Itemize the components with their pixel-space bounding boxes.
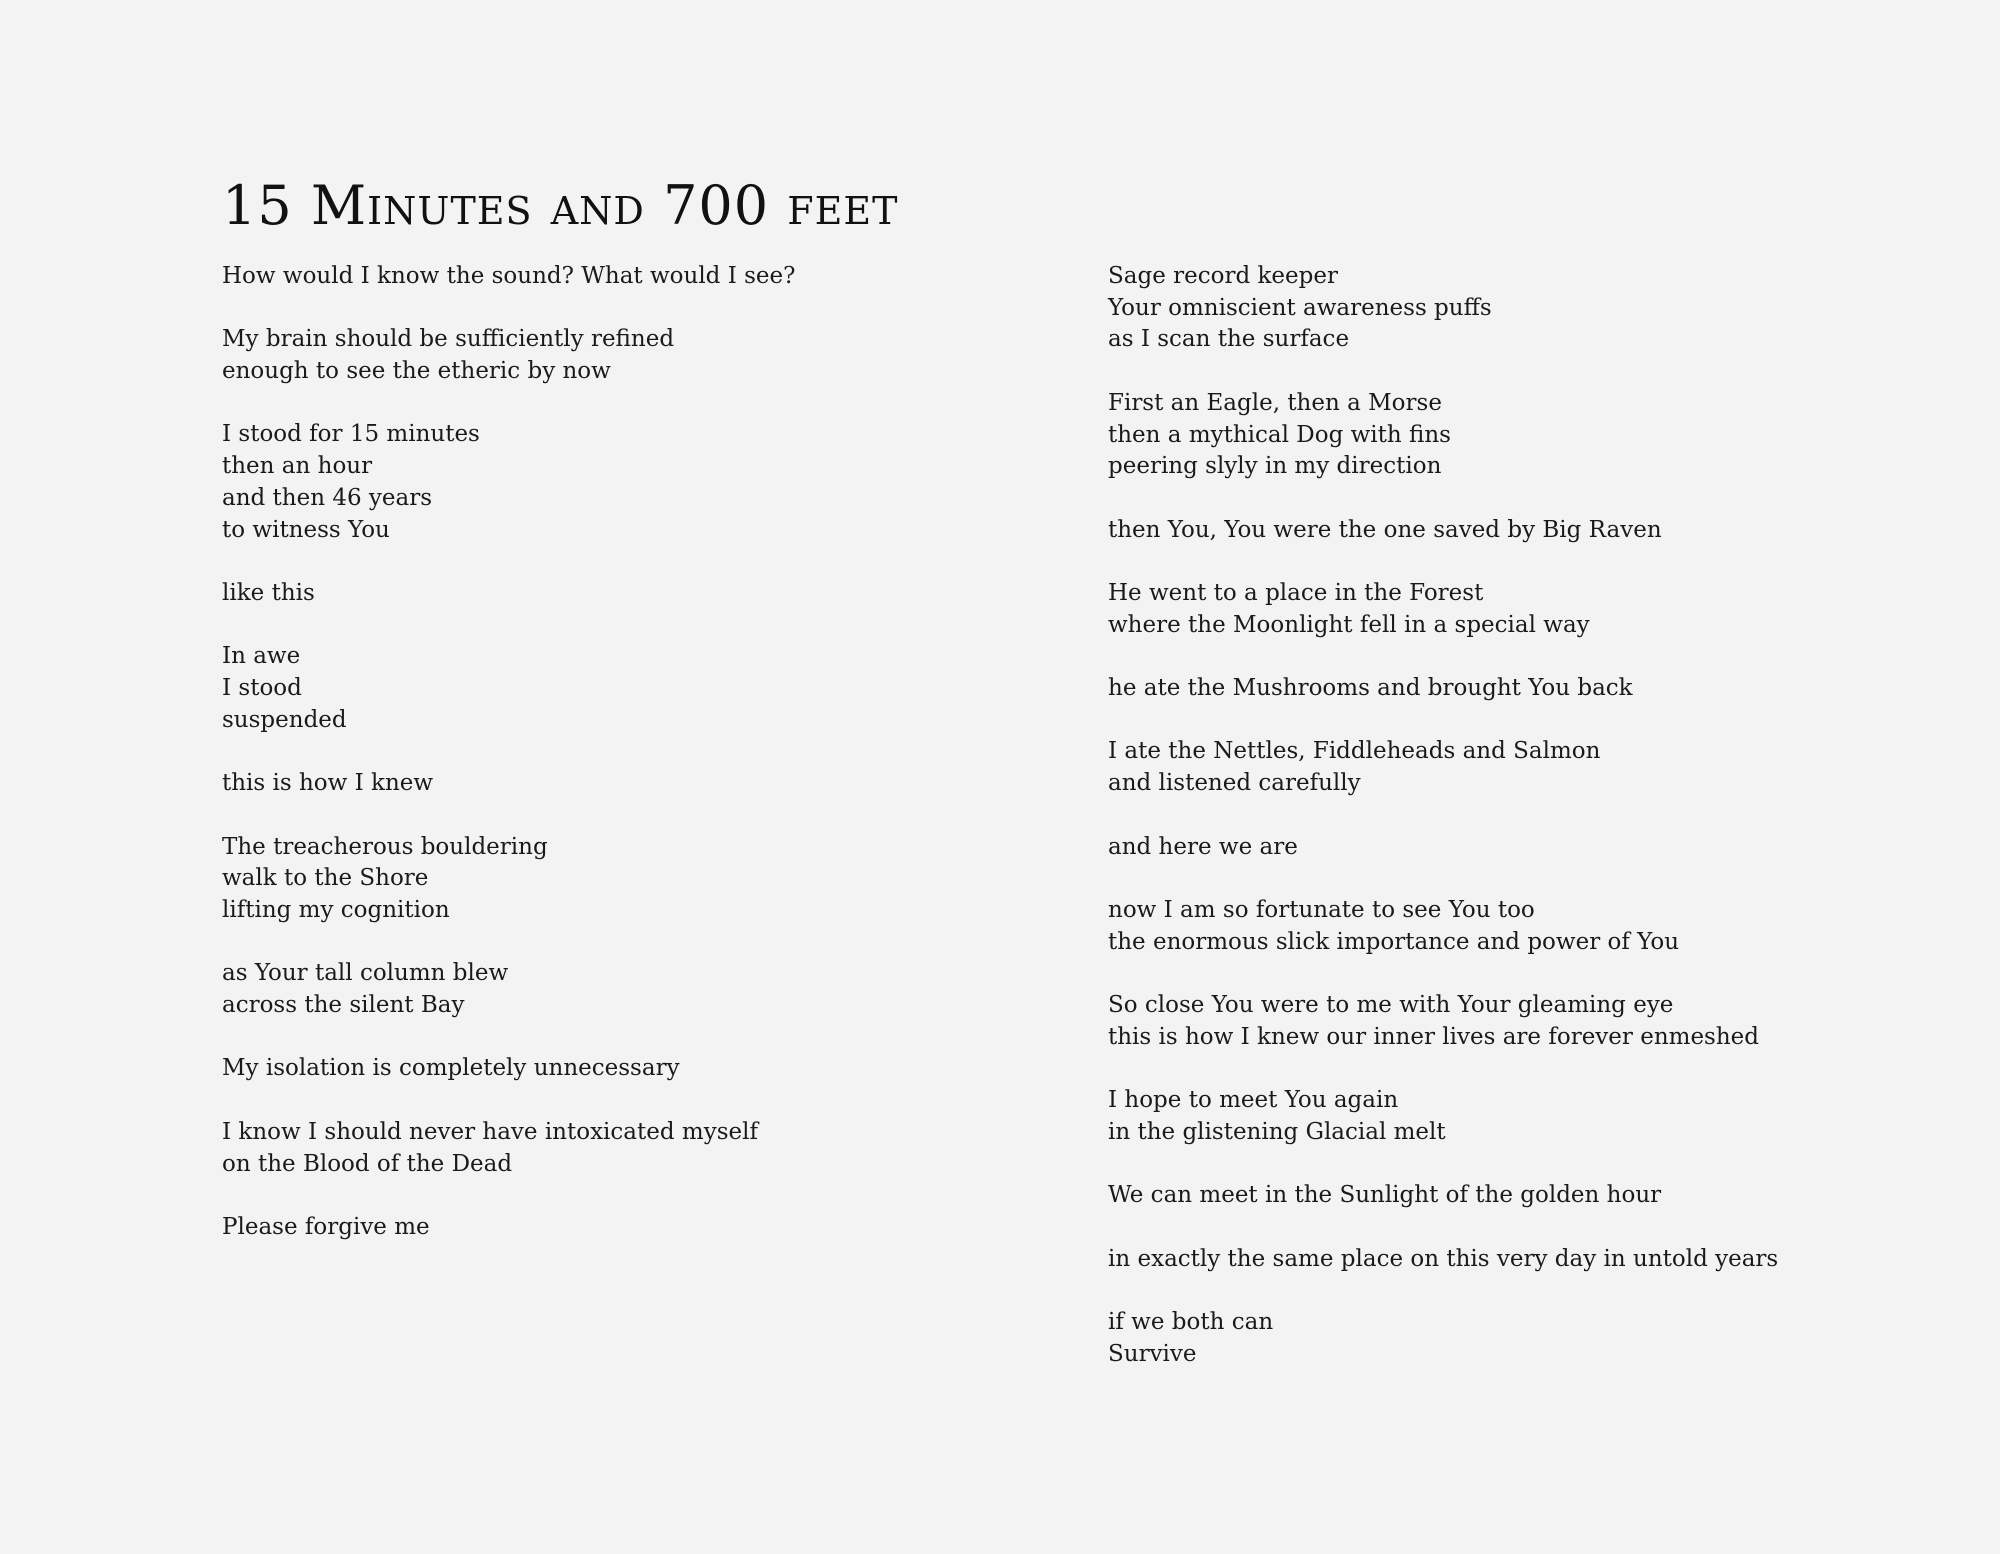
poem-line: to witness You bbox=[222, 516, 390, 543]
stanza-right-3 bbox=[1108, 515, 1778, 547]
poem-line: I hope to meet You again bbox=[1108, 1087, 1399, 1114]
stanza-right-7 bbox=[1108, 832, 1778, 864]
stanza-right-13 bbox=[1108, 1307, 1778, 1370]
stanza-left-3 bbox=[222, 419, 795, 546]
poem-line: The treacherous bouldering bbox=[222, 833, 548, 860]
poem-line: the enormous slick importance and power of You bbox=[1108, 928, 1680, 955]
poem-line: if we both can bbox=[1108, 1309, 1274, 1336]
stanza-left-7 bbox=[222, 832, 795, 927]
poem-line: like this bbox=[222, 579, 315, 606]
poem-line: We can meet in the Sunlight of the golden hour bbox=[1108, 1182, 1662, 1209]
poem-line: and here we are bbox=[1108, 833, 1298, 860]
poem-line: I ate the Nettles, Fiddleheads and Salmon bbox=[1108, 738, 1601, 765]
poem-line: First an Eagle, then a Morse bbox=[1108, 389, 1442, 416]
poem-line: My isolation is completely unnecessary bbox=[222, 1055, 680, 1082]
stanza-right-6 bbox=[1108, 736, 1778, 799]
poem-line: and then 46 years bbox=[222, 484, 433, 511]
poem-line: suspended bbox=[222, 706, 347, 733]
stanza-left-6 bbox=[222, 768, 795, 800]
poem-line: then an hour bbox=[222, 453, 373, 480]
poem-line: lifting my cognition bbox=[222, 896, 450, 923]
stanza-right-11 bbox=[1108, 1180, 1778, 1212]
poem-title: 15 Minutes and 700 feet bbox=[222, 174, 899, 237]
stanza-right-5 bbox=[1108, 673, 1778, 705]
poem-line: He went to a place in the Forest bbox=[1108, 579, 1484, 606]
poem-line: enough to see the etheric by now bbox=[222, 358, 611, 385]
stanza-left-9 bbox=[222, 1053, 795, 1085]
poem-column-left bbox=[222, 261, 795, 1275]
poem-line: Your omniscient awareness puffs bbox=[1108, 294, 1492, 321]
poem-line: where the Moonlight fell in a special way bbox=[1108, 611, 1590, 638]
poem-line: this is how I knew bbox=[222, 770, 434, 797]
poem-line: I stood bbox=[222, 675, 302, 702]
poem-line: then You, You were the one saved by Big Raven bbox=[1108, 516, 1662, 543]
stanza-left-1 bbox=[222, 261, 795, 293]
poem-line: So close You were to me with Your gleaming eye bbox=[1108, 992, 1674, 1019]
stanza-right-12 bbox=[1108, 1244, 1778, 1276]
stanza-right-2 bbox=[1108, 388, 1778, 483]
stanza-right-1 bbox=[1108, 261, 1778, 356]
stanza-left-8 bbox=[222, 958, 795, 1021]
poem-line: then a mythical Dog with fins bbox=[1108, 421, 1451, 448]
poem-line: Survive bbox=[1108, 1340, 1197, 1367]
stanza-left-11 bbox=[222, 1212, 795, 1244]
poem-line: My brain should be sufficiently refined bbox=[222, 326, 675, 353]
poem-column-right bbox=[1108, 261, 1778, 1402]
stanza-right-4 bbox=[1108, 578, 1778, 641]
stanza-right-10 bbox=[1108, 1085, 1778, 1148]
poem-line: this is how I knew our inner lives are forever enmeshed bbox=[1108, 1023, 1760, 1050]
stanza-left-2 bbox=[222, 324, 795, 387]
poem-line: Please forgive me bbox=[222, 1213, 430, 1240]
poem-line: walk to the Shore bbox=[222, 865, 429, 892]
poem-line: he ate the Mushrooms and brought You back bbox=[1108, 675, 1633, 702]
stanza-left-10 bbox=[222, 1117, 795, 1180]
poem-line: as Your tall column blew bbox=[222, 960, 509, 987]
poem-line: across the silent Bay bbox=[222, 992, 465, 1019]
stanza-right-9 bbox=[1108, 990, 1778, 1053]
poem-line: Sage record keeper bbox=[1108, 263, 1338, 289]
poem-line: I stood for 15 minutes bbox=[222, 421, 480, 448]
poem-line: now I am so fortunate to see You too bbox=[1108, 896, 1535, 923]
stanza-left-5 bbox=[222, 641, 795, 736]
poem-line: and listened carefully bbox=[1108, 770, 1361, 797]
poem-line: In awe bbox=[222, 643, 301, 670]
poem-line: peering slyly in my direction bbox=[1108, 453, 1442, 480]
poem-line: as I scan the surface bbox=[1108, 326, 1350, 353]
poem-line: in exactly the same place on this very day in untold years bbox=[1108, 1245, 1779, 1272]
poem-line: How would I know the sound? What would I see? bbox=[222, 263, 796, 289]
poem-line: on the Blood of the Dead bbox=[222, 1150, 513, 1177]
stanza-right-8 bbox=[1108, 895, 1778, 958]
poem-line: in the glistening Glacial melt bbox=[1108, 1118, 1446, 1145]
poem-line: I know I should never have intoxicated myself bbox=[222, 1118, 758, 1145]
stanza-left-4 bbox=[222, 578, 795, 610]
